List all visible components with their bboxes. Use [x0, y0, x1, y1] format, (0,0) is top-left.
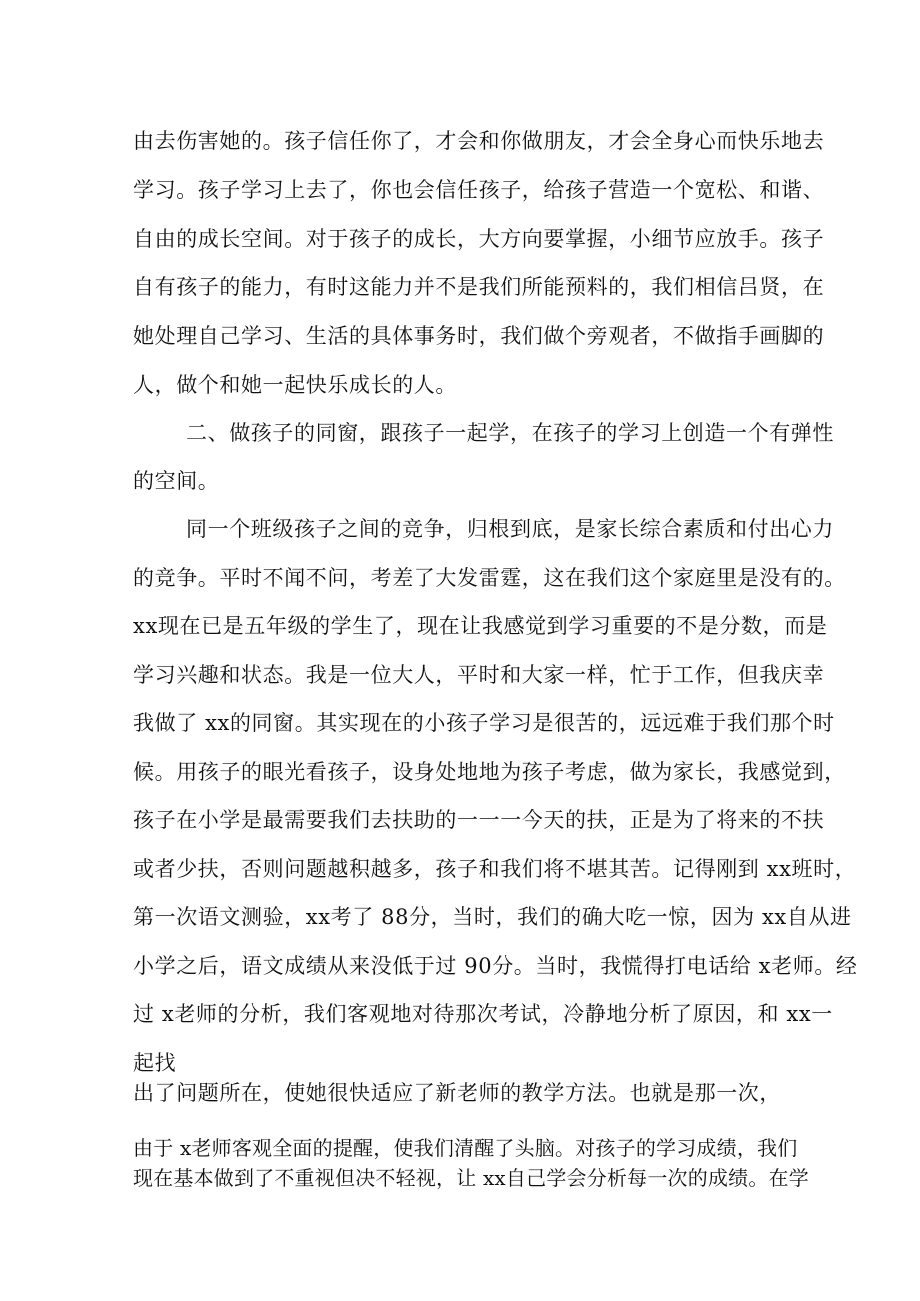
text-line: 小学之后，语文成绩从来没低于过 90分。当时，我慌得打电话给 x老师。经: [133, 954, 858, 978]
text-line: 她处理自己学习、生活的具体事务时，我们做个旁观者，不做指手画脚的: [133, 324, 825, 348]
text-line: 起找: [133, 1051, 177, 1075]
text-line: 过 x老师的分析，我们客观地对待那次考试，冷静地分析了原因，和 xx一: [133, 1002, 833, 1026]
text-line: 学习兴趣和状态。我是一位大人，平时和大家一样，忙于工作，但我庆幸: [133, 663, 825, 687]
text-line: 自由的成长空间。对于孩子的成长，大方向要掌握，小细节应放手。孩子: [133, 227, 825, 251]
text-line: 第一次语文测验，xx考了 88分，当时，我们的确大吃一惊，因为 xx自从进: [133, 905, 852, 929]
text-line: 人，做个和她一起快乐成长的人。: [133, 373, 457, 397]
text-line: 由去伤害她的。孩子信任你了，才会和你做朋友，才会全身心而快乐地去: [133, 129, 825, 153]
text-line: 自有孩子的能力，有时这能力并不是我们所能预料的，我们相信吕贤，在: [133, 275, 825, 299]
text-line: 学习。孩子学习上去了，你也会信任孩子，给孩子营造一个宽松、和谐、: [133, 178, 825, 202]
section-heading-line: 二、做孩子的同窗，跟孩子一起学，在孩子的学习上创造一个有弹性: [186, 421, 834, 445]
text-line: 的竞争。平时不闻不问，考差了大发雷霆，这在我们这个家庭里是没有的。: [133, 566, 846, 590]
text-line: 现在基本做到了不重视但决不轻视，让 xx自己学会分析每一次的成绩。在学: [133, 1166, 809, 1190]
text-line: 出了问题所在，使她很快适应了新老师的教学方法。也就是那一次，: [133, 1081, 781, 1105]
text-line: 由于 x老师客观全面的提醒，使我们清醒了头脑。对孩子的学习成绩，我们: [133, 1136, 798, 1160]
text-line: 同一个班级孩子之间的竞争，归根到底，是家长综合素质和付出心力: [186, 517, 834, 541]
text-line: 或者少扶，否则问题越积越多，孩子和我们将不堪其苦。记得刚到 xx班时，: [133, 857, 857, 881]
text-line: xx现在已是五年级的学生了，现在让我感觉到学习重要的不是分数，而是: [133, 614, 828, 638]
text-line: 孩子在小学是最需要我们去扶助的一一一今天的扶，正是为了将来的不扶: [133, 808, 825, 832]
text-line: 我做了 xx的同窗。其实现在的小孩子学习是很苦的，远远难于我们那个时: [133, 711, 835, 735]
section-heading-line: 的空间。: [133, 469, 220, 493]
text-line: 候。用孩子的眼光看孩子，设身处地地为孩子考虑，做为家长，我感觉到，: [133, 760, 846, 784]
